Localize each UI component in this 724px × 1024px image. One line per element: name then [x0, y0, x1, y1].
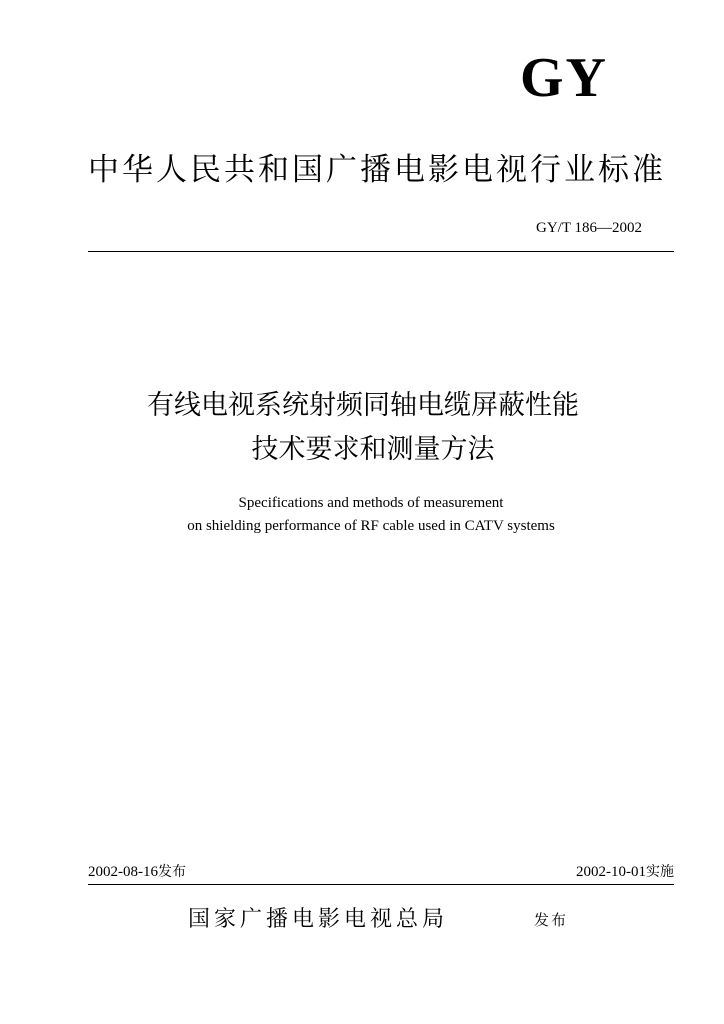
- document-title-zh-line1: 有线电视系统射频同轴电缆屏蔽性能: [147, 390, 579, 421]
- release-date: 2002-08-16: [88, 864, 158, 880]
- document-title-en-line1: Specifications and methods of measurement: [238, 495, 504, 511]
- document-title-zh-line2: 技术要求和测量方法: [251, 434, 495, 465]
- header-divider: [88, 251, 674, 252]
- effective-date-block: [576, 862, 674, 882]
- release-label: 发布: [158, 864, 186, 880]
- release-date-block: [88, 862, 186, 882]
- document-title-en-line2: on shielding performance of RF cable used in CATV systems: [187, 518, 555, 534]
- standard-logo: GY: [520, 47, 608, 109]
- issuer-name: 国家广播电影电视总局: [188, 907, 449, 932]
- issuer-action: 发布: [534, 911, 569, 929]
- organization-title: 中华人民共和国广播电影电视行业标准: [88, 152, 666, 188]
- standard-number: GY/T 186—2002: [536, 220, 642, 236]
- footer-divider: [88, 884, 674, 885]
- effective-date: 2002-10-01: [576, 864, 646, 880]
- effective-label: 实施: [646, 864, 674, 880]
